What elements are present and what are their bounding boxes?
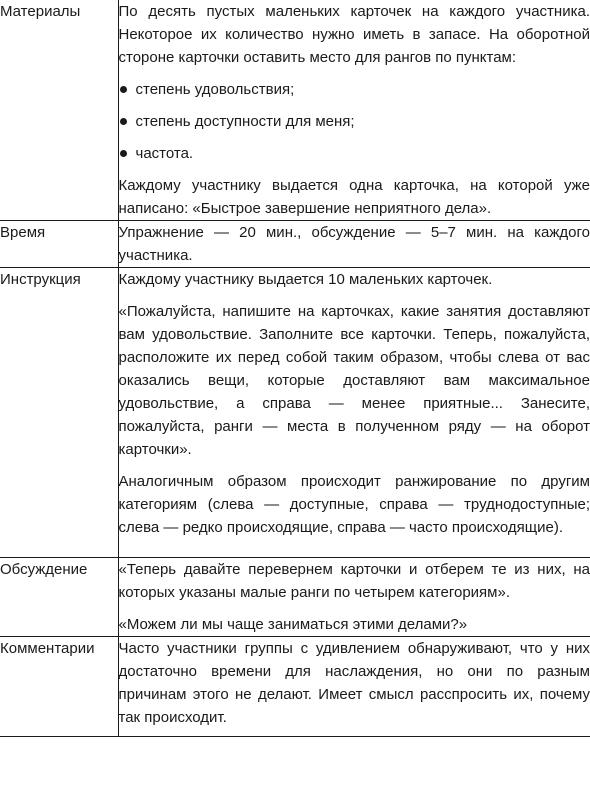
row-content-materials	[118, 0, 590, 221]
discussion-text-1: «Теперь давайте перевернем карточки и отберем те из них, на которых указаны малые ранги по четырем категориям».	[118, 561, 590, 601]
row-content-time	[118, 221, 590, 268]
row-content-instruction	[118, 268, 590, 558]
table-row-time	[0, 221, 590, 268]
table-row-materials	[0, 0, 590, 221]
row-label-instruction: Инструкция	[0, 268, 118, 558]
instruction-text-1: Каждому участнику выдается 10 маленьких карточек.	[118, 271, 493, 288]
table-row-comments	[0, 637, 590, 737]
materials-note-text: Каждому участнику выдается одна карточка, на которой уже написано: «Быстрое завершение неприятного дела».	[118, 177, 590, 217]
row-label-discussion: Обсуждение	[0, 558, 118, 637]
row-content-discussion	[118, 558, 590, 637]
discussion-text-2: «Можем ли мы чаще заниматься этими делами?»	[118, 616, 468, 633]
table-row-instruction	[0, 268, 590, 558]
row-content-comments	[118, 637, 590, 737]
row-label-materials: Материалы	[0, 0, 118, 221]
bullet-item: степень доступности для меня;	[119, 110, 590, 133]
instruction-text-3: Аналогичным образом происходит ранжирование по другим категориям (слева — доступные, справа — труднодоступные; слева — редко происходящие, справа — часто происходящие).	[118, 473, 590, 536]
row-label-time: Время	[0, 221, 118, 268]
instruction-text-2: «Пожалуйста, напишите на карточках, какие занятия доставляют вам удовольствие. Заполните все карточки. Теперь, пожалуйста, расположите их перед собой таким образом, чтобы слева от вас оказались вещи, которые доставляют вам максимальное удовольствие, а справа — менее приятные... Занесите, пожалуйста, ранги — места в полученном ряду — на оборот карточки».	[118, 303, 590, 458]
bullet-item: степень удовольствия;	[119, 78, 590, 101]
table-row-discussion	[0, 558, 590, 637]
materials-intro-text: По десять пустых маленьких карточек на каждого участника. Некоторое их количество нужно иметь в запасе. На оборотной стороне карточки оставить место для рангов по пунктам:	[118, 3, 590, 66]
comments-text: Часто участники группы с удивлением обнаруживают, что у них достаточно времени для наслаждения, но они по разным причинам этого не делают. Имеет смысл расспросить их, почему так происходит.	[118, 640, 590, 726]
time-text: Упражнение — 20 мин., обсуждение — 5–7 мин. на каждого участника.	[118, 224, 590, 264]
row-label-comments: Комментарии	[0, 637, 118, 737]
materials-bullet-list	[119, 78, 590, 165]
bullet-item: частота.	[119, 142, 590, 165]
